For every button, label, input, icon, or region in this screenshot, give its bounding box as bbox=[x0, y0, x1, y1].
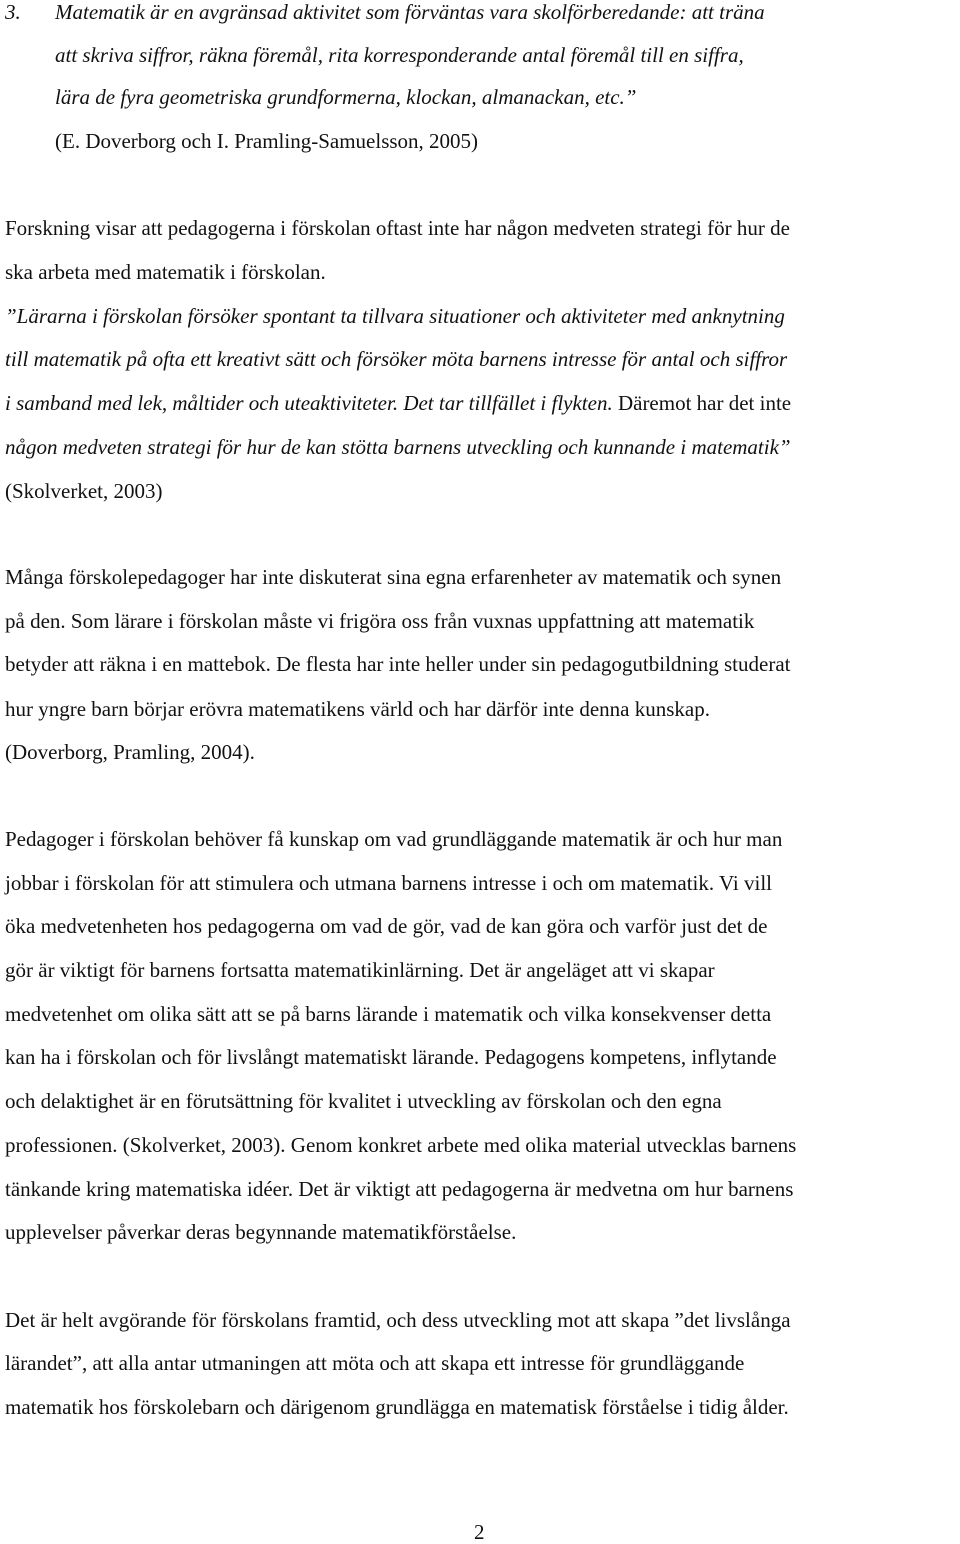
quote-line: ”Lärarna i förskolan försöker spontant ta tillvara situationer och aktiviteter med anknytning bbox=[5, 304, 785, 328]
quote-line-italic: i samband med lek, måltider och uteaktiviteter. Det tar tillfället i flykten. bbox=[5, 391, 613, 415]
paragraph-line: professionen. (Skolverket, 2003). Genom konkret arbete med olika material utvecklas barnens bbox=[5, 1133, 797, 1157]
paragraph-line: medvetenhet om olika sätt att se på barns lärande i matematik och vilka konsekvenser detta bbox=[5, 1002, 772, 1026]
quote-line-tail: Däremot har det inte bbox=[612, 391, 792, 415]
list-item-line: att skriva siffror, räkna föremål, rita korresponderande antal föremål till en siffra, bbox=[55, 43, 744, 67]
list-item-line: lära de fyra geometriska grundformerna, klockan, almanackan, etc.” bbox=[55, 85, 637, 109]
quote-citation: (Skolverket, 2003) bbox=[5, 479, 163, 503]
paragraph-line: lärandet”, att alla antar utmaningen att möta och att skapa ett intresse för grundläggande bbox=[5, 1351, 745, 1375]
paragraph-line: Forskning visar att pedagogerna i förskolan oftast inte har någon medveten strategi för hur de bbox=[5, 216, 790, 240]
list-item-citation: (E. Doverborg och I. Pramling-Samuelsson, 2005) bbox=[55, 129, 479, 153]
paragraph-line: Många förskolepedagoger har inte diskuterat sina egna erfarenheter av matematik och synen bbox=[5, 565, 782, 589]
paragraph-line: ska arbeta med matematik i förskolan. bbox=[5, 260, 326, 284]
paragraph-line: och delaktighet är en förutsättning för kvalitet i utveckling av förskolan och den egna bbox=[5, 1089, 722, 1113]
paragraph-line: på den. Som lärare i förskolan måste vi frigöra oss från vuxnas uppfattning att matematik bbox=[5, 609, 755, 633]
paragraph-line: öka medvetenheten hos pedagogerna om vad de gör, vad de kan göra och varför just det de bbox=[5, 914, 768, 938]
list-item-line: Matematik är en avgränsad aktivitet som förväntas vara skolförberedande: att träna bbox=[55, 0, 765, 24]
paragraph-line: (Doverborg, Pramling, 2004). bbox=[5, 740, 255, 764]
list-number: 3. bbox=[5, 0, 21, 24]
paragraph-line: kan ha i förskolan och för livslångt matematiskt lärande. Pedagogens kompetens, inflytande bbox=[5, 1045, 777, 1069]
paragraph-line: Det är helt avgörande för förskolans framtid, och dess utveckling mot att skapa ”det livslånga bbox=[5, 1308, 791, 1332]
paragraph-line: betyder att räkna i en mattebok. De flesta har inte heller under sin pedagogutbildning studerat bbox=[5, 652, 791, 676]
paragraph-line: hur yngre barn börjar erövra matematikens värld och har därför inte denna kunskap. bbox=[5, 697, 710, 721]
quote-line bbox=[5, 393, 791, 414]
page-number: 2 bbox=[474, 1520, 485, 1544]
paragraph-line: Pedagoger i förskolan behöver få kunskap om vad grundläggande matematik är och hur man bbox=[5, 827, 783, 851]
quote-line: till matematik på ofta ett kreativt sätt och försöker möta barnens intresse för antal och siffror bbox=[5, 347, 788, 371]
paragraph-line: upplevelser påverkar deras begynnande matematikförståelse. bbox=[5, 1220, 517, 1244]
paragraph-line: jobbar i förskolan för att stimulera och utmana barnens intresse i och om matematik. Vi vill bbox=[5, 871, 772, 895]
paragraph-line: tänkande kring matematiska idéer. Det är viktigt att pedagogerna är medvetna om hur barnens bbox=[5, 1177, 794, 1201]
paragraph-line: matematik hos förskolebarn och därigenom grundlägga en matematisk förståelse i tidig ålder. bbox=[5, 1395, 789, 1419]
quote-line: någon medveten strategi för hur de kan stötta barnens utveckling och kunnande i matematik” bbox=[5, 435, 791, 459]
paragraph-line: gör är viktigt för barnens fortsatta matematikinlärning. Det är angeläget att vi skapar bbox=[5, 958, 715, 982]
